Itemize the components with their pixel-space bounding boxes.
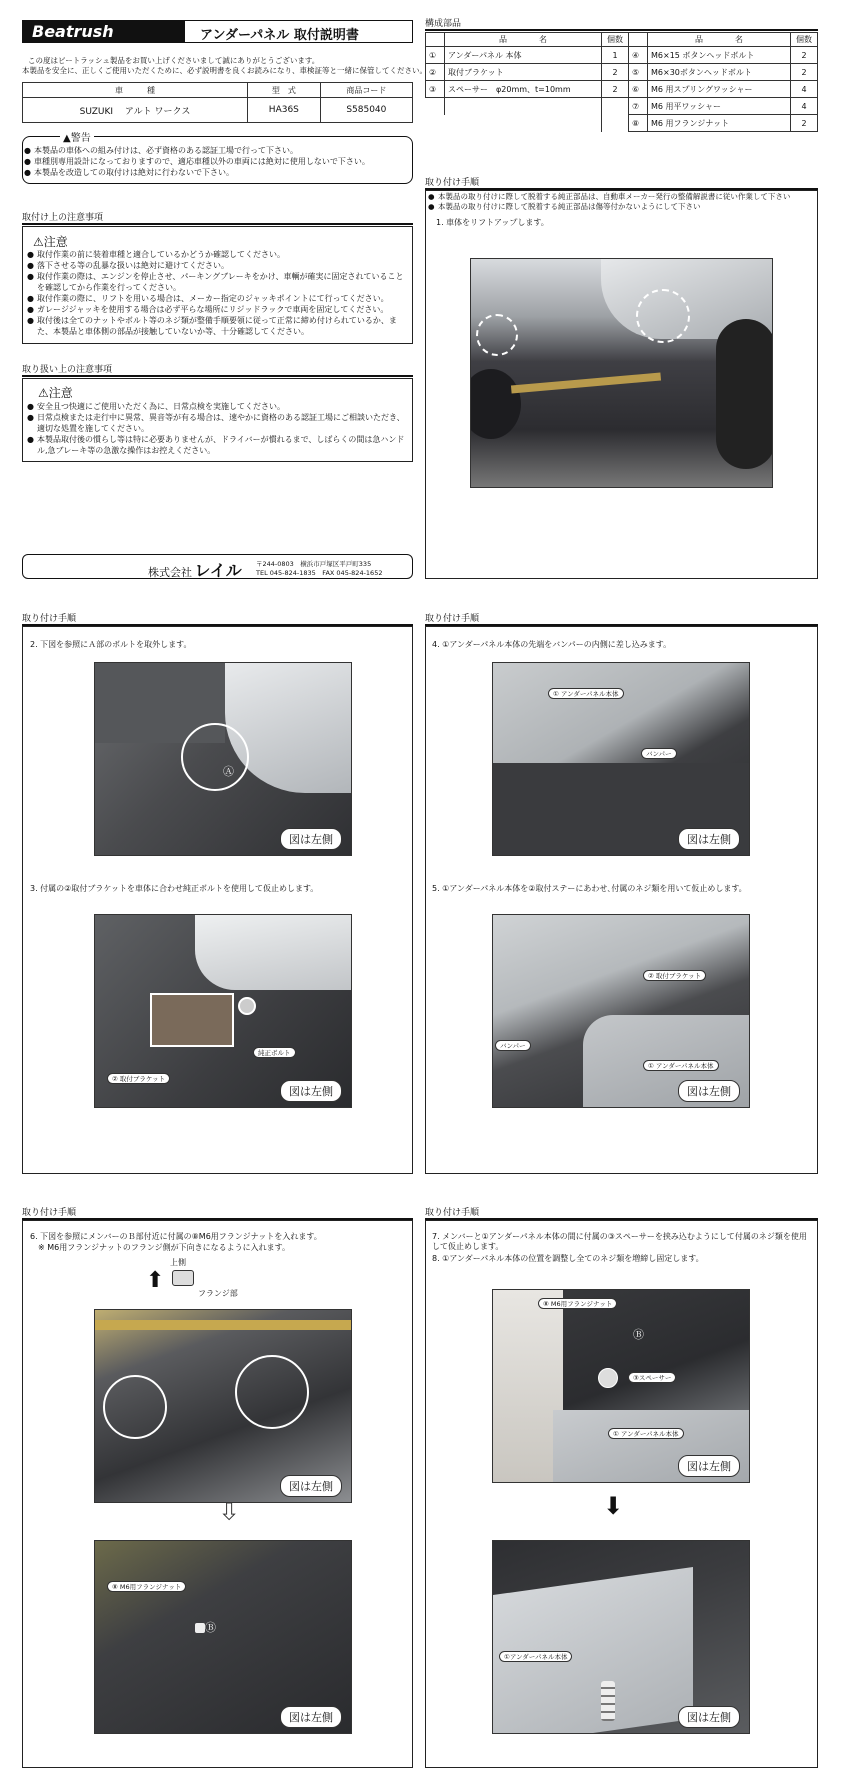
photo-step-6a bbox=[94, 1309, 352, 1503]
photo-step-2 bbox=[94, 662, 352, 856]
document-title: アンダーパネル 取付説明書 bbox=[200, 28, 359, 43]
highlight-circle bbox=[636, 289, 690, 343]
step-6-note: ※ M6用フランジナットのフランジ側が下向きになるように入れます。 bbox=[38, 1243, 291, 1252]
step-1-text: 1. 車体をリフトアップします。 bbox=[436, 218, 549, 227]
washer-stack-icon bbox=[601, 1681, 615, 1721]
install-caution-title: 取付け上の注意事項 bbox=[22, 213, 413, 225]
bumper-label: バンパー bbox=[641, 748, 677, 759]
left-side-tag: 図は左側 bbox=[280, 1706, 342, 1728]
company-phone: TEL 045-824-1835 FAX 045-824-1652 bbox=[256, 569, 383, 577]
caution-item: ● ガレージジャッキを使用する場合は必ず平らな場所にリジッドラックで車両を固定してください。 bbox=[27, 304, 407, 315]
install-caution-list bbox=[27, 249, 407, 337]
step-7-text: 7. メンバーと①アンダーパネル本体の間に付属の③スペーサーを挟み込むようにして付属のネジ類を使用して仮止めします。 bbox=[432, 1232, 807, 1251]
part-name: アンダーパネル 本体 bbox=[445, 47, 602, 64]
member-bar bbox=[511, 372, 661, 393]
intro-line-1: この度はビートラッシュ製品をお買い上げくださいまして誠にありがとうございます。 bbox=[28, 56, 320, 65]
left-side-tag: 図は左側 bbox=[678, 1455, 740, 1477]
highlight-circle bbox=[181, 723, 249, 791]
up-arrow-icon: ⬆ bbox=[146, 1268, 165, 1293]
step-2-text: 2. 下図を参照にＡ部のボルトを取外します。 bbox=[30, 640, 192, 649]
part-name: 取付ブラケット bbox=[445, 64, 602, 81]
panel-label: ① アンダーパネル本体 bbox=[548, 688, 624, 699]
caution-icon: ⚠ bbox=[33, 235, 44, 249]
panel-label: ① アンダーパネル本体 bbox=[643, 1060, 719, 1071]
member-bar bbox=[95, 1320, 351, 1330]
product-code: S585040 bbox=[320, 98, 412, 123]
warning-heading: ▲警告 bbox=[60, 129, 94, 144]
left-side-tag: 図は左側 bbox=[280, 1475, 342, 1497]
caution-icon: ⚠ bbox=[38, 386, 49, 400]
parts-header-qty: 個数 bbox=[602, 33, 629, 47]
part-name: M6×30ボタンヘッドボルト bbox=[648, 64, 791, 81]
caution-item: ● 取付作業の前に装着車種と適合しているかどうか確認してください。 bbox=[27, 249, 407, 260]
step-6-text: 6. 下図を参照にメンバーのＢ部付近に付属の⑧M6用フランジナットを入れます。 bbox=[30, 1232, 322, 1241]
photo-lift-up bbox=[470, 258, 773, 488]
bumper-label: バンパー bbox=[495, 1040, 531, 1051]
oem-bolt-label: 純正ボルト bbox=[253, 1047, 296, 1058]
caution-item: ● 取付作業の際に、リフトを用いる場合は、メーカー指定のジャッキポイントにて行ってください。 bbox=[27, 293, 407, 304]
b-mark: Ⓑ bbox=[205, 1621, 216, 1634]
caution-item: ● 安全且つ快適にご使用いただく為に、日常点検を実施してください。 bbox=[27, 401, 407, 412]
brand-logo: Beatrush bbox=[32, 22, 114, 41]
vehicle-type: HA36S bbox=[248, 98, 321, 123]
procedure-title-2: 取り付け手順 bbox=[22, 614, 413, 626]
spacer-label: ③スペーサー bbox=[628, 1372, 676, 1383]
procedure-notes bbox=[428, 192, 816, 212]
procedure-title-4: 取り付け手順 bbox=[22, 1208, 413, 1220]
photo-step-8 bbox=[492, 1540, 750, 1734]
highlight-circle bbox=[103, 1375, 167, 1439]
step-4-text: 4. ①アンダーパネル本体の先端をバンパーの内側に差し込みます。 bbox=[432, 640, 672, 649]
left-side-tag: 図は左側 bbox=[678, 1080, 740, 1102]
title-box bbox=[22, 20, 413, 43]
parts-header-name: 品 名 bbox=[648, 33, 791, 47]
vehicle-header-model: 車 種 bbox=[23, 83, 248, 98]
caution-item: ● 落下させる等の乱暴な扱いは絶対に避けてください。 bbox=[27, 260, 407, 271]
step-3-text: 3. 付属の②取付ブラケットを車体に合わせ純正ボルトを使用して仮止めします。 bbox=[30, 884, 319, 893]
nut-icon bbox=[195, 1623, 205, 1633]
photo-step-6b bbox=[94, 1540, 352, 1734]
flange-nut-label: ⑧ M6用フランジナット bbox=[107, 1581, 186, 1592]
procedure-title-5: 取り付け手順 bbox=[425, 1208, 818, 1220]
parts-header-name: 品 名 bbox=[445, 33, 602, 47]
part-name: M6 用平ワッシャー bbox=[648, 98, 791, 115]
photo-step-3 bbox=[94, 914, 352, 1108]
tire-right bbox=[716, 319, 773, 469]
part-name: M6 用スプリングワッシャー bbox=[648, 81, 791, 98]
left-side-tag: 図は左側 bbox=[678, 1706, 740, 1728]
intro-line-2: 本製品を安全に、正しくご使用いただくために、必ず説明書を良くお読みになり、車検証等と一緒に保管してください。 bbox=[22, 66, 427, 75]
install-caution-heading: ⚠注意 bbox=[33, 235, 68, 249]
tire-left bbox=[470, 369, 521, 439]
bracket-label: ② 取付ブラケット bbox=[107, 1073, 170, 1084]
caution-item: ● 本製品取付後の慣らし等は特に必要ありませんが、ドライバーが慣れるまで、しばらくの間は急ハンドル,急ブレーキ等の急激な操作はお控えください。 bbox=[27, 434, 407, 456]
bolt-icon bbox=[238, 997, 256, 1015]
flange-nut-label: ⑧ M6用フランジナット bbox=[538, 1298, 617, 1309]
warning-item: ● 本製品を改造しての取付けは絶対に行わないで下さい。 bbox=[24, 167, 409, 178]
warning-list bbox=[24, 145, 409, 178]
down-arrow-icon: ⬇ bbox=[603, 1492, 624, 1520]
panel-label: ①アンダーパネル本体 bbox=[499, 1651, 572, 1662]
bracket-label: ② 取付ブラケット bbox=[643, 970, 706, 981]
parts-table: 品 名 個数 品 名 個数 ① アンダーパネル 本体 1 ④ M6×15 ボタンヘッドボルト 2 ② 取付ブラケット 2 ⑤ M6×30ボタンヘッドボルト 2 ③ スペーサー φ20mm、t=10mm 2 ⑥ M6 用スプリングワッシャー 4 ⑦ M6 用平ワッシャー 4 ⑧ M6 用フランジナット 2 bbox=[425, 32, 818, 132]
part-name: M6 用フランジナット bbox=[648, 115, 791, 132]
procedure-note: ● 本製品の取り付けに際して脱着する純正部品は傷等付かないようにして下さい bbox=[428, 202, 816, 212]
photo-step-4 bbox=[492, 662, 750, 856]
panel-label: ① アンダーパネル本体 bbox=[608, 1428, 684, 1439]
part-name: M6×15 ボタンヘッドボルト bbox=[648, 47, 791, 64]
highlight-circle bbox=[476, 314, 518, 356]
vehicle-header-type: 型 式 bbox=[248, 83, 321, 98]
caution-item: ● 取付作業の際は、エンジンを停止させ、パーキングブレーキをかけ、車輌が確実に固定されていることを確認してから作業を行ってください。 bbox=[27, 271, 407, 293]
b-mark: Ⓑ bbox=[633, 1328, 644, 1341]
photo-step-5 bbox=[492, 914, 750, 1108]
caution-item: ● 取付後は全てのナットやボルト等のネジ類が整備手順要領に従って正常に締め付けられているか、また、本製品と車体側の部品が接触していないか等、十分確認してください。 bbox=[27, 315, 407, 337]
procedure-title-3: 取り付け手順 bbox=[425, 614, 818, 626]
photo-step-7 bbox=[492, 1289, 750, 1483]
left-side-tag: 図は左側 bbox=[678, 828, 740, 850]
spacer-icon bbox=[598, 1368, 618, 1388]
warning-icon: ▲ bbox=[63, 133, 71, 144]
flange-part-label: フランジ部 bbox=[198, 1289, 238, 1298]
warning-item: ● 本製品の車体への組み付けは、必ず資格のある認証工場で行って下さい。 bbox=[24, 145, 409, 156]
caution-item: ● 日常点検または走行中に異常、異音等が有る場合は、速やかに資格のある認証工場にご相談いただき、適切な処置を施してください。 bbox=[27, 412, 407, 434]
left-side-tag: 図は左側 bbox=[280, 1080, 342, 1102]
company-address: 〒244-0803 横浜市戸塚区平戸町335 bbox=[256, 560, 372, 568]
parts-header-qty: 個数 bbox=[791, 33, 818, 47]
parts-section-title: 構成部品 bbox=[425, 19, 818, 31]
handling-caution-title: 取り扱い上の注意事項 bbox=[22, 365, 413, 377]
procedure-note: ● 本製品の取り付けに際して脱着する純正部品は、自動車メーカー発行の整備解説書に従い作業して下さい bbox=[428, 192, 816, 202]
vehicle-model: SUZUKI アルト ワークス bbox=[23, 98, 248, 123]
warning-item: ● 車種別専用設計になっておりますので、適応車種以外の車両には絶対に使用しないで下さい。 bbox=[24, 156, 409, 167]
vehicle-table bbox=[22, 82, 413, 123]
highlight-circle bbox=[235, 1355, 309, 1429]
handling-caution-heading: ⚠注意 bbox=[38, 386, 73, 400]
step-8-text: 8. ①アンダーパネル本体の位置を調整し全てのネジ類を増締し固定します。 bbox=[432, 1254, 704, 1263]
up-label: 上側 bbox=[170, 1258, 186, 1267]
vehicle-header-code: 商品コード bbox=[320, 83, 412, 98]
company-name: 株式会社 レイル bbox=[148, 561, 242, 580]
a-mark: Ⓐ bbox=[223, 765, 234, 778]
left-side-tag: 図は左側 bbox=[280, 828, 342, 850]
step-5-text: 5. ①アンダーパネル本体を②取付ステーにあわせ､付属のネジ類を用いて仮止めします。 bbox=[432, 884, 747, 893]
bracket-shape bbox=[150, 993, 234, 1047]
handling-caution-list bbox=[27, 401, 407, 456]
down-arrow-icon: ⬇ bbox=[220, 1500, 239, 1525]
procedure-title-1: 取り付け手順 bbox=[425, 178, 818, 190]
part-name: スペーサー φ20mm、t=10mm bbox=[445, 81, 602, 98]
flange-nut-icon bbox=[172, 1270, 194, 1286]
